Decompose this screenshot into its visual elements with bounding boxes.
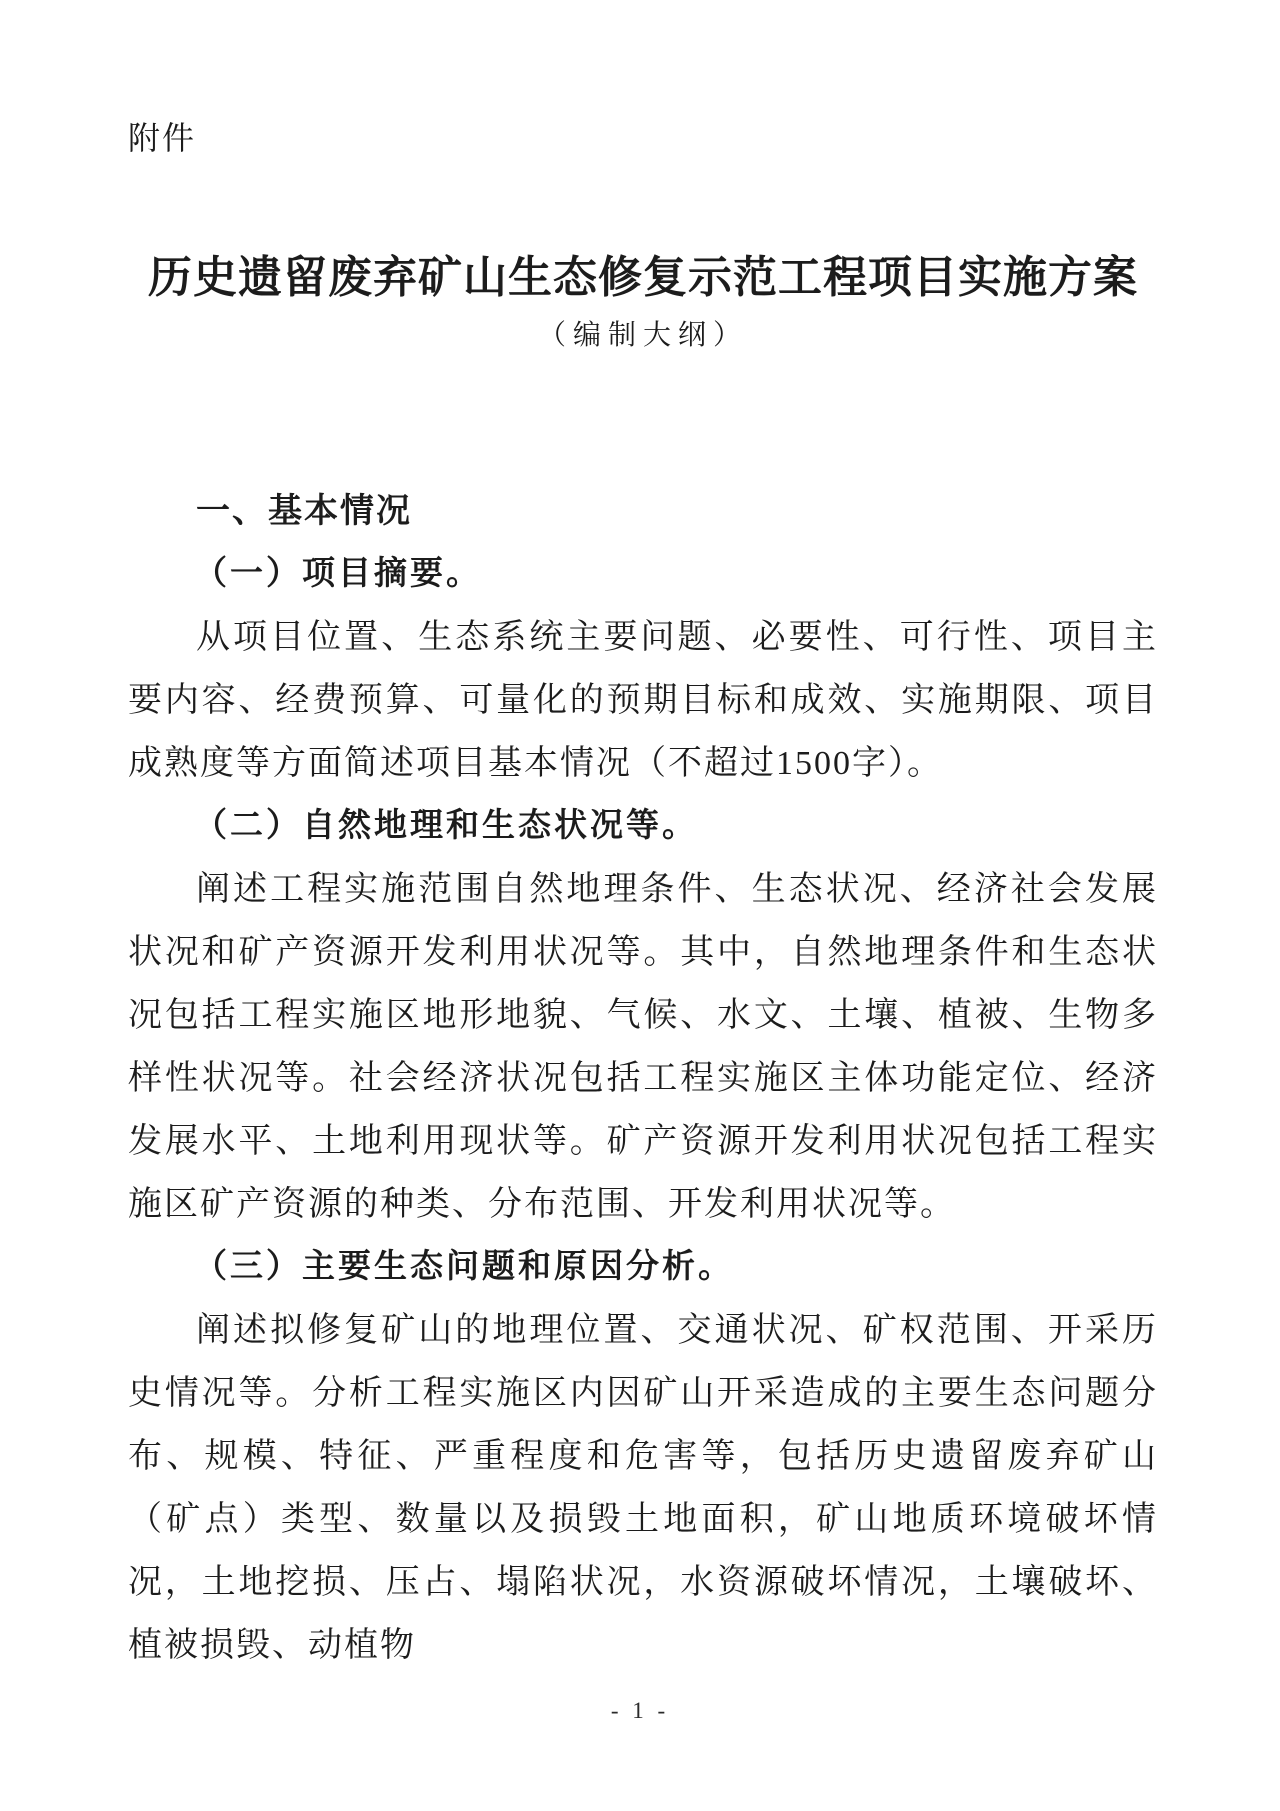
subsection-heading-natural-geography-ecology: （二）自然地理和生态状况等。 [194, 808, 698, 844]
subsection-heading-main-ecological-problems: （三）主要生态问题和原因分析。 [194, 1249, 734, 1285]
paragraph-main-ecological-problems: 阐述拟修复矿山的地理位置、交通状况、矿权范围、开采历史情况等。分析工程实施区内因矿山开采造成的主要生态问题分布、规模、特征、严重程度和危害等，包括历史遗留废弃矿山（矿点）类型、数量以及损毁土地面积，矿山地质环境破坏情况，土地挖损、压占、塌陷状况，水资源破坏情况，土壤破坏、植被损毁、动植物 [128, 1312, 1158, 1664]
subsection-heading-project-summary: （一）项目摘要。 [194, 556, 482, 592]
attachment-label: 附件 [128, 120, 197, 156]
document-subtitle: （编制大纲） [537, 320, 748, 351]
page-number: - 1 - [610, 1698, 670, 1723]
paragraph-project-summary: 从项目位置、生态系统主要问题、必要性、可行性、项目主要内容、经费预算、可量化的预期目标和成效、实施期限、项目成熟度等方面简述项目基本情况（不超过1500字）。 [128, 619, 1158, 782]
paragraph-natural-geography-ecology: 阐述工程实施范围自然地理条件、生态状况、经济社会发展状况和矿产资源开发利用状况等。其中，自然地理条件和生态状况包括工程实施区地形地貌、气候、水文、土壤、植被、生物多样性状况等。社会经济状况包括工程实施区主体功能定位、经济发展水平、土地利用现状等。矿产资源开发利用状况包括工程实施区矿产资源的种类、分布范围、开发利用状况等。 [128, 871, 1158, 1223]
document-title: 历史遗留废弃矿山生态修复示范工程项目实施方案 [148, 253, 1138, 302]
section-heading-basic-information: 一、基本情况 [196, 492, 412, 530]
